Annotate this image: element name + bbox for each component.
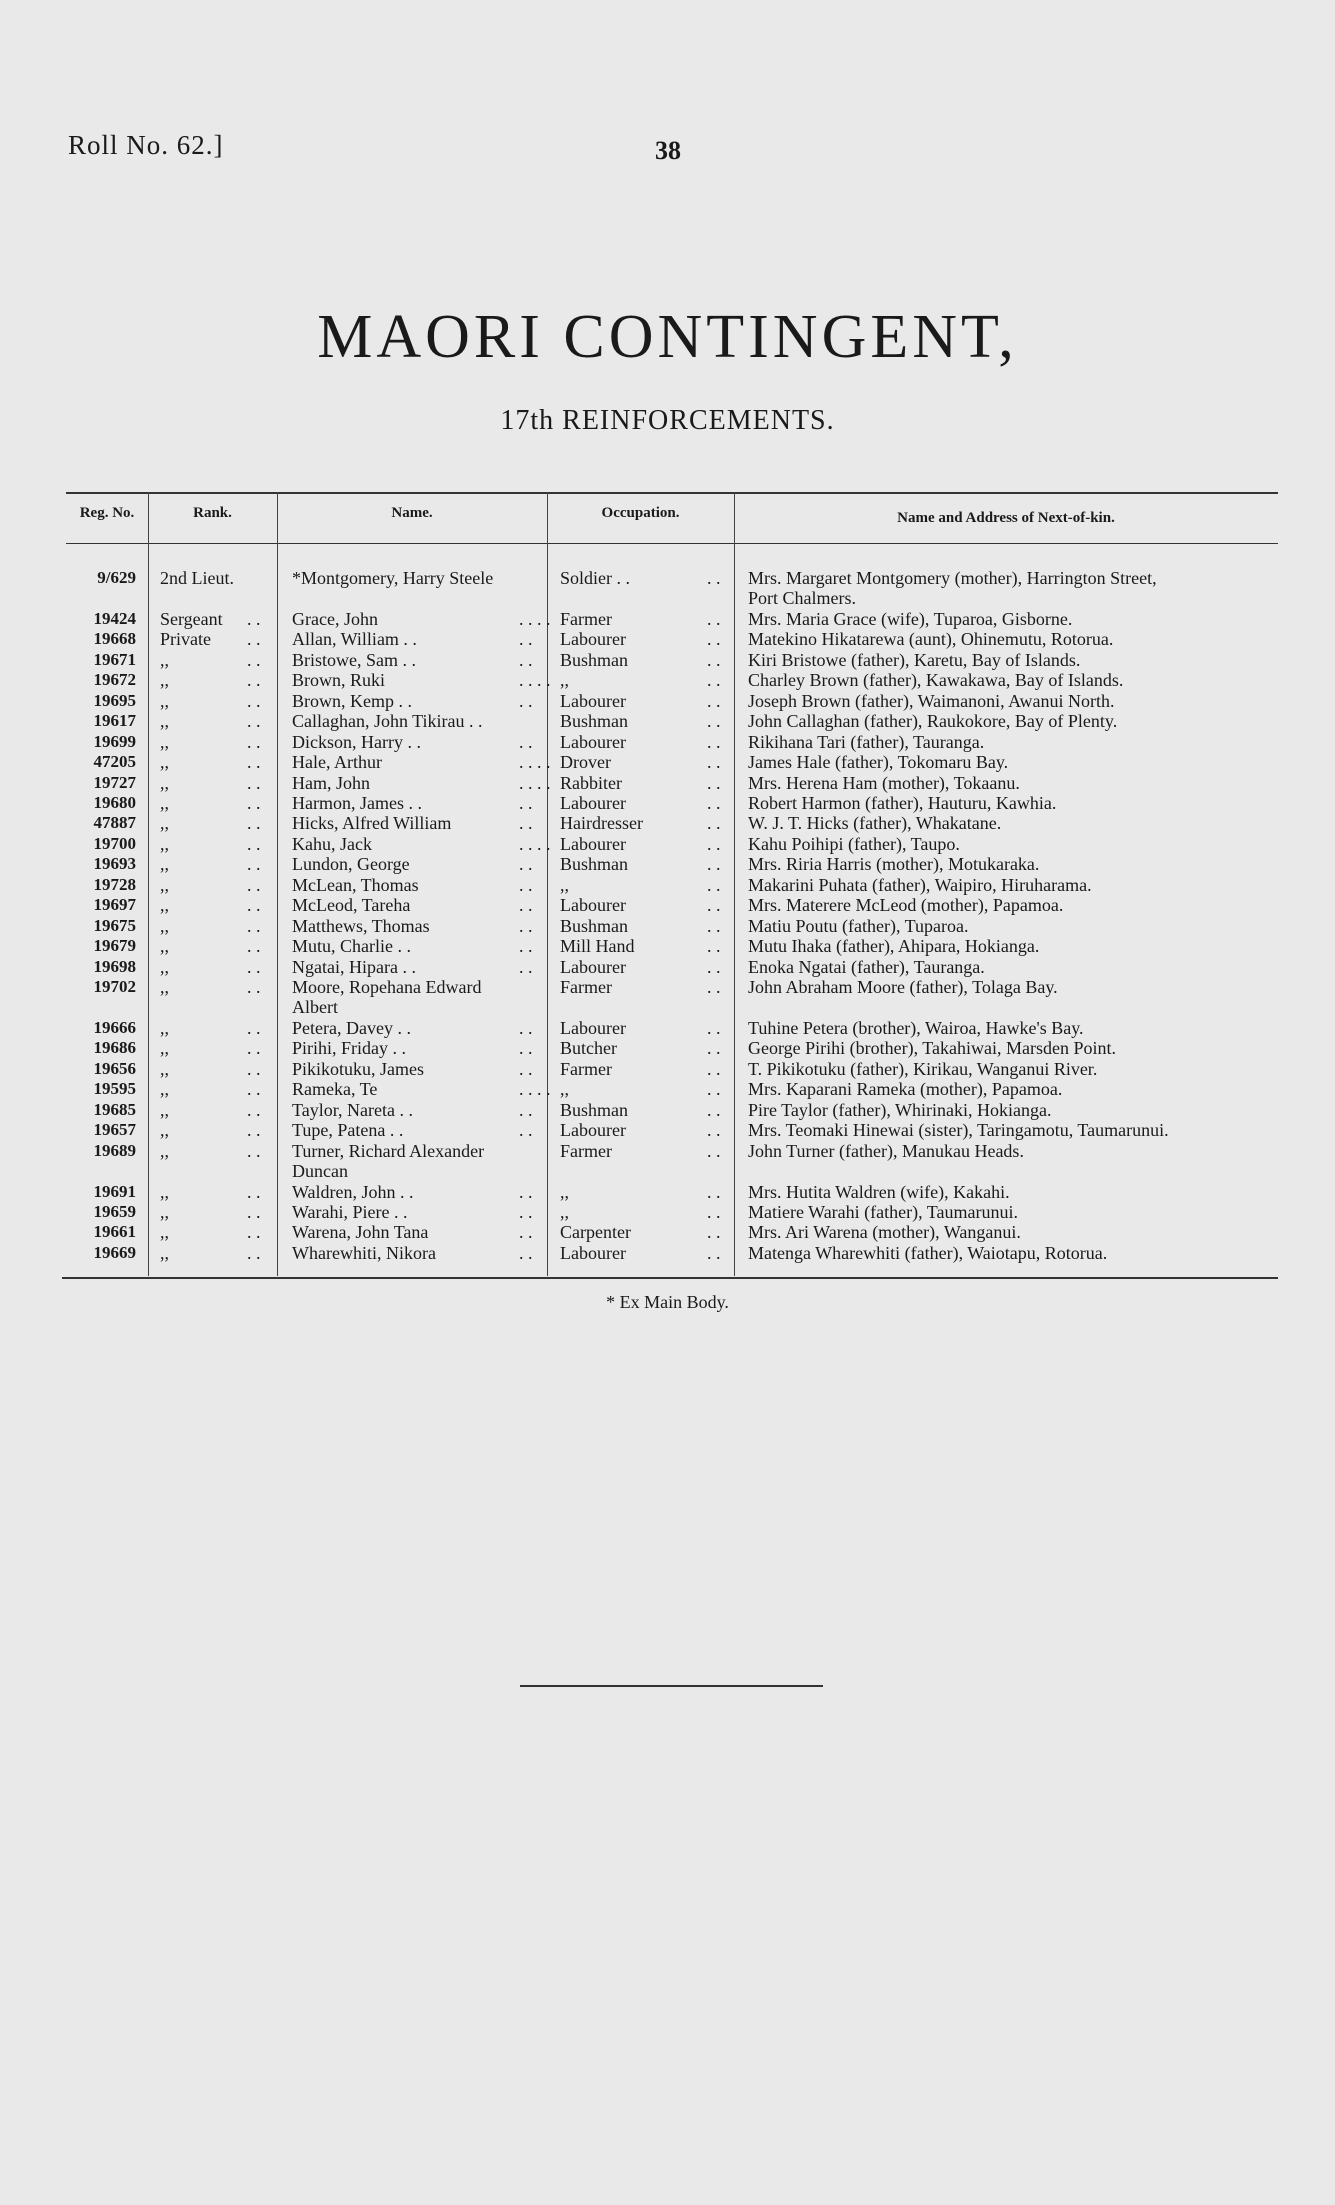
table-row [0, 1202, 1335, 1222]
leader-dots: . . [247, 650, 261, 670]
rank-cell: ,, [160, 1018, 169, 1038]
reg-no-cell: 19661 [93, 1222, 136, 1241]
rank-cell: ,, [160, 834, 169, 854]
rank-cell: ,, [160, 773, 169, 793]
leader-dots: . . [519, 1202, 533, 1222]
next-of-kin-cell: Mrs. Riria Harris (mother), Motukaraka. [748, 854, 1040, 874]
rank-cell: ,, [160, 1059, 169, 1079]
reg-no-cell: 19675 [93, 916, 136, 935]
occupation-cell: ,, [560, 1182, 569, 1202]
name-cell: Tupe, Patena . . [292, 1120, 404, 1140]
next-of-kin-cell: Matenga Wharewhiti (father), Waiotapu, Rotorua. [748, 1243, 1108, 1263]
leader-dots: . . [519, 1182, 533, 1202]
table-row [0, 629, 1335, 649]
leader-dots: . . [707, 875, 721, 895]
next-of-kin-cell: W. J. T. Hicks (father), Whakatane. [748, 813, 1002, 833]
reg-no-cell: 9/629 [97, 568, 136, 587]
roll-number: Roll No. 62.] [68, 130, 224, 160]
next-of-kin-cell: John Abraham Moore (father), Tolaga Bay. [748, 977, 1058, 997]
leader-dots: . . [247, 1079, 261, 1099]
table-header-rule [66, 543, 1278, 544]
leader-dots: . . [519, 1222, 533, 1242]
table-row [0, 1079, 1335, 1099]
occupation-cell: Rabbiter [560, 773, 622, 793]
reg-no-cell: 19702 [93, 977, 136, 996]
next-of-kin-cell: Makarini Puhata (father), Waipiro, Hiruharama. [748, 875, 1092, 895]
leader-dots: . . [247, 670, 261, 690]
leader-dots: . . . . [519, 1079, 551, 1099]
page-number: 38 [655, 136, 681, 165]
occupation-cell: Labourer [560, 1018, 626, 1038]
table-row [0, 1222, 1335, 1242]
leader-dots: . . [519, 854, 533, 874]
leader-dots: . . [519, 793, 533, 813]
rank-cell: ,, [160, 1243, 169, 1263]
table-row [0, 936, 1335, 956]
leader-dots: . . [519, 895, 533, 915]
rank-cell: ,, [160, 854, 169, 874]
leader-dots: . . [519, 732, 533, 752]
rank-cell: ,, [160, 732, 169, 752]
rank-cell: ,, [160, 813, 169, 833]
leader-dots: . . [247, 1243, 261, 1263]
reg-no-cell: 19697 [93, 895, 136, 914]
leader-dots: . . [707, 609, 721, 629]
reg-no-cell: 47887 [93, 813, 136, 832]
leader-dots: . . [707, 936, 721, 956]
next-of-kin-cell: Mutu Ihaka (father), Ahipara, Hokianga. [748, 936, 1040, 956]
next-of-kin-cell: Matekino Hikatarewa (aunt), Ohinemutu, Rotorua. [748, 629, 1114, 649]
next-of-kin-cell: George Pirihi (brother), Takahiwai, Marsden Point. [748, 1038, 1116, 1058]
leader-dots: . . [707, 813, 721, 833]
reg-no-cell: 19727 [93, 773, 136, 792]
next-of-kin-cell: Robert Harmon (father), Hauturu, Kawhia. [748, 793, 1057, 813]
reg-no-cell: 19680 [93, 793, 136, 812]
leader-dots: . . [247, 977, 261, 997]
leader-dots: . . [247, 813, 261, 833]
rank-cell: ,, [160, 1120, 169, 1140]
rank-cell: ,, [160, 895, 169, 915]
occupation-cell: Labourer [560, 1243, 626, 1263]
occupation-cell: Labourer [560, 834, 626, 854]
rank-cell: ,, [160, 936, 169, 956]
leader-dots: . . [707, 629, 721, 649]
name-cell: Moore, Ropehana Edward [292, 977, 482, 997]
end-rule [520, 1685, 823, 1687]
leader-dots: . . [247, 1120, 261, 1140]
next-of-kin-cell: Tuhine Petera (brother), Wairoa, Hawke's Bay. [748, 1018, 1084, 1038]
leader-dots: . . [247, 691, 261, 711]
table-row [0, 588, 1335, 608]
reg-no-cell: 19679 [93, 936, 136, 955]
leader-dots: . . [707, 834, 721, 854]
table-row [0, 997, 1335, 1017]
leader-dots: . . [707, 1038, 721, 1058]
leader-dots: . . [707, 1059, 721, 1079]
reg-no-cell: 19668 [93, 629, 136, 648]
rank-cell: ,, [160, 1202, 169, 1222]
leader-dots: . . [519, 1100, 533, 1120]
leader-dots: . . . . [519, 752, 551, 772]
reg-no-cell: 19689 [93, 1141, 136, 1160]
rank-cell: ,, [160, 977, 169, 997]
occupation-cell: Drover [560, 752, 611, 772]
rank-cell: Sergeant [160, 609, 223, 629]
table-row [0, 1038, 1335, 1058]
column-header-rank: Rank. [193, 505, 232, 521]
occupation-cell: Labourer [560, 957, 626, 977]
leader-dots: . . [519, 936, 533, 956]
next-of-kin-cell: John Callaghan (father), Raukokore, Bay of Plenty. [748, 711, 1118, 731]
table-row [0, 732, 1335, 752]
next-of-kin-cell: Mrs. Hutita Waldren (wife), Kakahi. [748, 1182, 1010, 1202]
table-row [0, 1182, 1335, 1202]
next-of-kin-cell: Rikihana Tari (father), Tauranga. [748, 732, 985, 752]
leader-dots: . . [247, 1222, 261, 1242]
table-row [0, 711, 1335, 731]
table-row [0, 977, 1335, 997]
leader-dots: . . [707, 711, 721, 731]
table-row [0, 957, 1335, 977]
table-row [0, 773, 1335, 793]
name-cell: Lundon, George [292, 854, 410, 874]
leader-dots: . . . . [519, 773, 551, 793]
table-row [0, 1161, 1335, 1181]
leader-dots: . . [707, 916, 721, 936]
occupation-cell: Labourer [560, 793, 626, 813]
next-of-kin-cell: Charley Brown (father), Kawakawa, Bay of Islands. [748, 670, 1124, 690]
occupation-cell: Labourer [560, 895, 626, 915]
rank-cell: ,, [160, 793, 169, 813]
column-header-occupation: Occupation. [601, 505, 680, 521]
table-row [0, 895, 1335, 915]
rank-cell: ,, [160, 1222, 169, 1242]
occupation-cell: Labourer [560, 629, 626, 649]
leader-dots: . . [247, 957, 261, 977]
name-cell: *Montgomery, Harry Steele [292, 568, 494, 588]
table-row [0, 1141, 1335, 1161]
occupation-cell: Bushman [560, 711, 629, 731]
table-row [0, 568, 1335, 588]
rank-cell: ,, [160, 875, 169, 895]
leader-dots: . . [707, 793, 721, 813]
leader-dots: . . [519, 813, 533, 833]
leader-dots: . . [247, 895, 261, 915]
occupation-cell: Farmer [560, 977, 612, 997]
table-row [0, 793, 1335, 813]
occupation-cell: Mill Hand [560, 936, 635, 956]
name-cell: Wharewhiti, Nikora [292, 1243, 436, 1263]
name-cell: Warahi, Piere . . [292, 1202, 408, 1222]
occupation-cell: Labourer [560, 1120, 626, 1140]
next-of-kin-cell: James Hale (father), Tokomaru Bay. [748, 752, 1009, 772]
reg-no-cell: 19656 [93, 1059, 136, 1078]
occupation-cell: Butcher [560, 1038, 617, 1058]
rank-cell: ,, [160, 1182, 169, 1202]
next-of-kin-cell: Mrs. Maria Grace (wife), Tuparoa, Gisborne. [748, 609, 1073, 629]
name-cell: McLeod, Tareha [292, 895, 411, 915]
rank-cell: ,, [160, 711, 169, 731]
table-row [0, 670, 1335, 690]
leader-dots: . . [707, 1141, 721, 1161]
leader-dots: . . [247, 1059, 261, 1079]
leader-dots: . . [707, 895, 721, 915]
name-cell: Petera, Davey . . [292, 1018, 411, 1038]
occupation-cell: Farmer [560, 1141, 612, 1161]
leader-dots: . . [707, 977, 721, 997]
leader-dots: . . [519, 1038, 533, 1058]
reg-no-cell: 19671 [93, 650, 136, 669]
reg-no-cell: 19686 [93, 1038, 136, 1057]
leader-dots: . . [707, 691, 721, 711]
leader-dots: . . . . [519, 670, 551, 690]
reg-no-cell: 19666 [93, 1018, 136, 1037]
reg-no-cell: 19659 [93, 1202, 136, 1221]
occupation-cell: ,, [560, 1079, 569, 1099]
leader-dots: . . [707, 1243, 721, 1263]
table-row [0, 609, 1335, 629]
page-title: MAORI CONTINGENT, [317, 303, 1018, 371]
next-of-kin-cell: Matiere Warahi (father), Taumarunui. [748, 1202, 1019, 1222]
leader-dots: . . [247, 875, 261, 895]
table-row [0, 752, 1335, 772]
table-row [0, 1059, 1335, 1079]
leader-dots: . . [247, 609, 261, 629]
leader-dots: . . [519, 691, 533, 711]
next-of-kin-cell: Kiri Bristowe (father), Karetu, Bay of Islands. [748, 650, 1081, 670]
leader-dots: . . [247, 711, 261, 731]
occupation-cell: Farmer [560, 609, 612, 629]
name-cell: Rameka, Te [292, 1079, 378, 1099]
leader-dots: . . [519, 629, 533, 649]
column-header-name: Name. [391, 505, 433, 521]
name-cell: Callaghan, John Tikirau . . [292, 711, 483, 731]
name-cell: Duncan [292, 1161, 348, 1181]
rank-cell: 2nd Lieut. [160, 568, 234, 588]
reg-no-cell: 19595 [93, 1079, 136, 1098]
reg-no-cell: 19693 [93, 854, 136, 873]
name-cell: Hicks, Alfred William [292, 813, 452, 833]
leader-dots: . . [707, 1222, 721, 1242]
leader-dots: . . [707, 1182, 721, 1202]
reg-no-cell: 19669 [93, 1243, 136, 1262]
occupation-cell: Labourer [560, 691, 626, 711]
name-cell: Mutu, Charlie . . [292, 936, 411, 956]
next-of-kin-cell: Mrs. Margaret Montgomery (mother), Harrington Street, [748, 568, 1157, 588]
rank-cell: ,, [160, 650, 169, 670]
name-cell: Ngatai, Hipara . . [292, 957, 416, 977]
occupation-cell: Bushman [560, 650, 629, 670]
leader-dots: . . [247, 834, 261, 854]
table-row [0, 1120, 1335, 1140]
name-cell: Pikikotuku, James [292, 1059, 425, 1079]
next-of-kin-cell: John Turner (father), Manukau Heads. [748, 1141, 1024, 1161]
leader-dots: . . [707, 568, 721, 588]
table-row [0, 691, 1335, 711]
table-row [0, 916, 1335, 936]
leader-dots: . . [707, 773, 721, 793]
table-row [0, 1018, 1335, 1038]
rank-cell: ,, [160, 957, 169, 977]
column-header-reg-no: Reg. No. [79, 505, 135, 521]
name-cell: Allan, William . . [292, 629, 417, 649]
reg-no-cell: 19700 [93, 834, 136, 853]
leader-dots: . . [707, 1202, 721, 1222]
page-subtitle: 17th REINFORCEMENTS. [500, 405, 835, 436]
leader-dots: . . [247, 1038, 261, 1058]
name-cell: Brown, Kemp . . [292, 691, 412, 711]
column-header-next-of-kin: Name and Address of Next-of-kin. [897, 510, 1115, 526]
leader-dots: . . [707, 1120, 721, 1140]
occupation-cell: ,, [560, 1202, 569, 1222]
reg-no-cell: 19685 [93, 1100, 136, 1119]
leader-dots: . . [519, 650, 533, 670]
next-of-kin-cell: Enoka Ngatai (father), Tauranga. [748, 957, 985, 977]
leader-dots: . . . . [519, 609, 551, 629]
leader-dots: . . [519, 1018, 533, 1038]
leader-dots: . . [247, 1100, 261, 1120]
leader-dots: . . [707, 732, 721, 752]
leader-dots: . . [519, 1059, 533, 1079]
reg-no-cell: 19657 [93, 1120, 136, 1139]
table-row [0, 834, 1335, 854]
table-bottom-rule [62, 1277, 1278, 1279]
next-of-kin-cell: T. Pikikotuku (father), Kirikau, Wanganui River. [748, 1059, 1098, 1079]
occupation-cell: ,, [560, 670, 569, 690]
rank-cell: ,, [160, 1100, 169, 1120]
rank-cell: Private [160, 629, 211, 649]
reg-no-cell: 19695 [93, 691, 136, 710]
rank-cell: ,, [160, 752, 169, 772]
rank-cell: ,, [160, 1038, 169, 1058]
leader-dots: . . [247, 773, 261, 793]
leader-dots: . . [707, 1079, 721, 1099]
rank-cell: ,, [160, 691, 169, 711]
occupation-cell: Bushman [560, 854, 629, 874]
leader-dots: . . [247, 752, 261, 772]
table-row [0, 813, 1335, 833]
leader-dots: . . [247, 936, 261, 956]
rank-cell: ,, [160, 916, 169, 936]
table-row [0, 1243, 1335, 1263]
leader-dots: . . [707, 1100, 721, 1120]
occupation-cell: Carpenter [560, 1222, 631, 1242]
occupation-cell: ,, [560, 875, 569, 895]
name-cell: Brown, Ruki [292, 670, 386, 690]
name-cell: Bristowe, Sam . . [292, 650, 416, 670]
next-of-kin-cell: Mrs. Kaparani Rameka (mother), Papamoa. [748, 1079, 1063, 1099]
name-cell: McLean, Thomas [292, 875, 419, 895]
name-cell: Matthews, Thomas [292, 916, 430, 936]
reg-no-cell: 19698 [93, 957, 136, 976]
occupation-cell: Farmer [560, 1059, 612, 1079]
rank-cell: ,, [160, 1079, 169, 1099]
next-of-kin-cell: Matiu Poutu (father), Tuparoa. [748, 916, 969, 936]
name-cell: Dickson, Harry . . [292, 732, 421, 752]
rank-cell: ,, [160, 1141, 169, 1161]
table-row [0, 1100, 1335, 1120]
leader-dots: . . [707, 1018, 721, 1038]
next-of-kin-cell: Mrs. Ari Warena (mother), Wanganui. [748, 1222, 1021, 1242]
occupation-cell: Bushman [560, 1100, 629, 1120]
leader-dots: . . . . [519, 834, 551, 854]
reg-no-cell: 19672 [93, 670, 136, 689]
reg-no-cell: 19691 [93, 1182, 136, 1201]
name-cell: Harmon, James . . [292, 793, 422, 813]
leader-dots: . . [519, 916, 533, 936]
name-cell: Taylor, Nareta . . [292, 1100, 413, 1120]
table-row [0, 650, 1335, 670]
leader-dots: . . [247, 916, 261, 936]
leader-dots: . . [247, 629, 261, 649]
next-of-kin-cell: Mrs. Teomaki Hinewai (sister), Taringamotu, Taumarunui. [748, 1120, 1169, 1140]
name-cell: Waldren, John . . [292, 1182, 414, 1202]
name-cell: Turner, Richard Alexander [292, 1141, 485, 1161]
footnote: * Ex Main Body. [606, 1292, 729, 1312]
occupation-cell: Bushman [560, 916, 629, 936]
next-of-kin-cell: Pire Taylor (father), Whirinaki, Hokianga. [748, 1100, 1052, 1120]
table-row [0, 854, 1335, 874]
leader-dots: . . [247, 1202, 261, 1222]
rank-cell: ,, [160, 670, 169, 690]
name-cell: Albert [292, 997, 338, 1017]
leader-dots: . . [519, 957, 533, 977]
next-of-kin-cell: Mrs. Herena Ham (mother), Tokaanu. [748, 773, 1020, 793]
next-of-kin-cell: Port Chalmers. [748, 588, 856, 608]
leader-dots: . . [707, 650, 721, 670]
reg-no-cell: 19728 [93, 875, 136, 894]
leader-dots: . . [247, 793, 261, 813]
leader-dots: . . [247, 1141, 261, 1161]
next-of-kin-cell: Joseph Brown (father), Waimanoni, Awanui North. [748, 691, 1115, 711]
leader-dots: . . [247, 854, 261, 874]
name-cell: Grace, John [292, 609, 378, 629]
reg-no-cell: 19617 [93, 711, 136, 730]
leader-dots: . . [519, 1120, 533, 1140]
next-of-kin-cell: Kahu Poihipi (father), Taupo. [748, 834, 960, 854]
leader-dots: . . [247, 732, 261, 752]
leader-dots: . . [707, 670, 721, 690]
reg-no-cell: 19424 [93, 609, 136, 628]
occupation-cell: Soldier . . [560, 568, 630, 588]
leader-dots: . . [247, 1182, 261, 1202]
name-cell: Ham, John [292, 773, 370, 793]
occupation-cell: Labourer [560, 732, 626, 752]
leader-dots: . . [707, 854, 721, 874]
occupation-cell: Hairdresser [560, 813, 643, 833]
name-cell: Pirihi, Friday . . [292, 1038, 407, 1058]
name-cell: Warena, John Tana [292, 1222, 429, 1242]
leader-dots: . . [247, 1018, 261, 1038]
leader-dots: . . [519, 875, 533, 895]
leader-dots: . . [707, 957, 721, 977]
table-top-rule [66, 492, 1278, 494]
reg-no-cell: 47205 [93, 752, 136, 771]
next-of-kin-cell: Mrs. Materere McLeod (mother), Papamoa. [748, 895, 1064, 915]
name-cell: Kahu, Jack [292, 834, 372, 854]
name-cell: Hale, Arthur [292, 752, 382, 772]
leader-dots: . . [519, 1243, 533, 1263]
reg-no-cell: 19699 [93, 732, 136, 751]
table-row [0, 875, 1335, 895]
leader-dots: . . [707, 752, 721, 772]
